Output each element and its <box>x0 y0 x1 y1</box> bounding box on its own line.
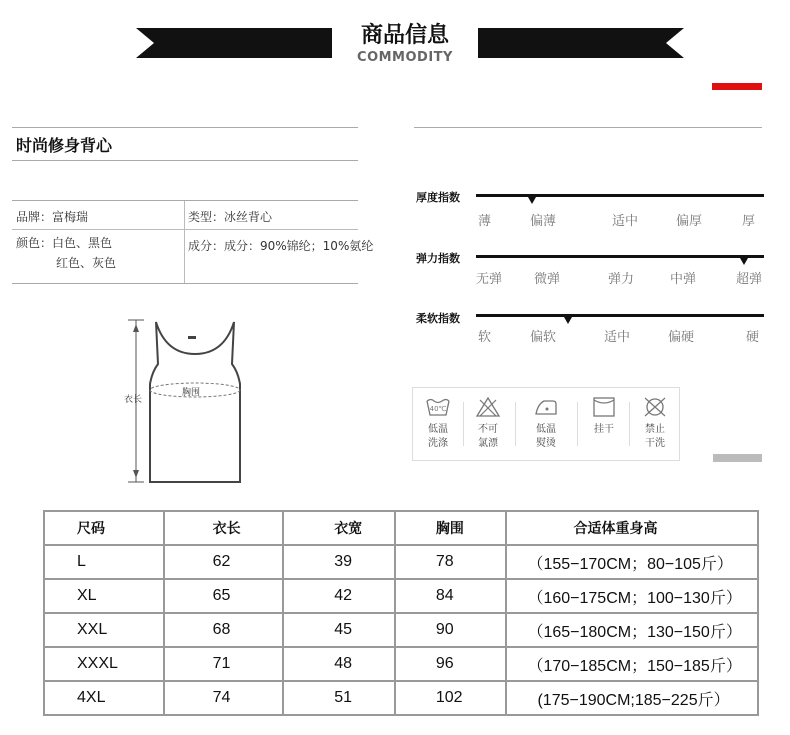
elasticity-index-label: 弹力指数 <box>416 252 460 265</box>
care-label: 熨烫 <box>536 438 556 449</box>
table-cell: XXXL <box>44 647 164 681</box>
table-cell: L <box>44 545 164 579</box>
care-label: 不可 <box>478 424 498 435</box>
index-option: 适中 <box>612 214 639 229</box>
divider <box>414 127 762 128</box>
index-option: 弹力 <box>608 272 635 287</box>
table-row <box>44 647 758 681</box>
table-cell: 68 <box>164 613 284 647</box>
type-attr: 类型：冰丝背心 <box>188 210 273 224</box>
table-cell: （160−175CM；100−130斤） <box>506 579 758 613</box>
svg-text:40℃: 40℃ <box>429 405 447 413</box>
index-option: 偏硬 <box>668 330 695 345</box>
index-option: 偏厚 <box>676 214 703 229</box>
care-divider <box>577 402 578 446</box>
table-cell: 78 <box>395 545 507 579</box>
elasticity-index-marker <box>740 258 748 265</box>
care-label: 氯漂 <box>478 438 498 449</box>
index-option: 薄 <box>478 214 492 229</box>
decorative-bar <box>713 454 762 462</box>
care-instructions <box>412 387 680 461</box>
table-cell: 65 <box>164 579 284 613</box>
care-label: 低温 <box>428 424 448 435</box>
length-label: 衣长 <box>124 395 143 405</box>
thickness-index-line <box>476 194 764 197</box>
table-cell: (175−190CM;185−225斤） <box>506 681 758 715</box>
care-item <box>521 396 571 450</box>
product-name: 时尚修身背心 <box>16 136 113 155</box>
table-header: 胸围 <box>395 511 507 545</box>
hang-dry-icon <box>591 396 617 418</box>
chest-label: 胸围 <box>182 388 201 398</box>
table-cell: 51 <box>283 681 395 715</box>
wash-40-icon <box>425 396 451 418</box>
table-cell: （170−185CM；150−185斤） <box>506 647 758 681</box>
care-label: 挂干 <box>594 424 614 435</box>
care-item <box>413 396 463 450</box>
table-header-row <box>44 511 758 545</box>
divider <box>12 127 358 128</box>
thickness-index-marker <box>528 197 536 204</box>
thickness-index-label: 厚度指数 <box>416 191 460 204</box>
care-label: 禁止 <box>645 424 665 435</box>
table-row <box>44 613 758 647</box>
garment-diagram <box>120 314 250 490</box>
header-banner-right <box>478 28 684 58</box>
table-cell: 102 <box>395 681 507 715</box>
table-cell: （155−170CM；80−105斤） <box>506 545 758 579</box>
table-row <box>44 681 758 715</box>
header-banner-left <box>136 28 332 58</box>
low-iron-icon <box>533 396 559 418</box>
table-cell: （165−180CM；130−150斤） <box>506 613 758 647</box>
attribute-grid <box>12 200 374 284</box>
table-header: 尺码 <box>44 511 164 545</box>
table-cell: 71 <box>164 647 284 681</box>
table-cell: 96 <box>395 647 507 681</box>
color-attr-cont: 红色、灰色 <box>56 256 117 270</box>
care-label: 低温 <box>536 424 556 435</box>
softness-index-label: 柔软指数 <box>416 312 460 325</box>
index-option: 硬 <box>746 330 760 345</box>
index-option: 软 <box>478 330 492 345</box>
table-cell: 39 <box>283 545 395 579</box>
softness-index-line <box>476 314 764 317</box>
index-option: 偏软 <box>530 330 557 345</box>
table-header: 衣长 <box>164 511 284 545</box>
table-cell: 42 <box>283 579 395 613</box>
section-title: 商品信息 <box>360 23 449 48</box>
table-cell: 90 <box>395 613 507 647</box>
index-option: 超弹 <box>736 272 763 287</box>
softness-index-marker <box>564 317 572 324</box>
material-attr: 成分：成分：90%锦纶；10%氨纶 <box>188 239 374 253</box>
index-option: 微弹 <box>534 272 561 287</box>
table-row <box>44 545 758 579</box>
no-dry-clean-icon <box>642 396 668 418</box>
table-cell: 48 <box>283 647 395 681</box>
no-bleach-icon <box>475 396 501 418</box>
index-option: 中弹 <box>670 272 697 287</box>
size-table <box>43 510 759 716</box>
table-cell: 4XL <box>44 681 164 715</box>
index-option: 偏薄 <box>530 214 557 229</box>
grid-divider <box>184 201 185 283</box>
care-item <box>579 396 629 436</box>
care-item <box>463 396 513 450</box>
grid-divider <box>12 229 358 230</box>
table-cell: XXL <box>44 613 164 647</box>
color-attr: 颜色：白色、黑色 <box>16 236 113 250</box>
table-header: 衣宽 <box>283 511 395 545</box>
accent-bar <box>712 83 762 90</box>
divider <box>12 160 358 161</box>
index-option: 适中 <box>604 330 631 345</box>
care-label: 洗涤 <box>428 438 448 449</box>
care-divider <box>515 402 516 446</box>
section-subtitle: COMMODITY <box>357 50 453 65</box>
care-label: 干洗 <box>645 438 665 449</box>
index-option: 厚 <box>742 214 756 229</box>
table-header: 合适体重身高 <box>506 511 758 545</box>
table-cell: 45 <box>283 613 395 647</box>
table-cell: 62 <box>164 545 284 579</box>
brand-attr: 品牌：富梅瑞 <box>16 210 89 224</box>
elasticity-index-line <box>476 255 764 258</box>
table-cell: XL <box>44 579 164 613</box>
table-cell: 74 <box>164 681 284 715</box>
index-option: 无弹 <box>476 272 503 287</box>
care-item <box>630 396 680 450</box>
table-cell: 84 <box>395 579 507 613</box>
table-row <box>44 579 758 613</box>
